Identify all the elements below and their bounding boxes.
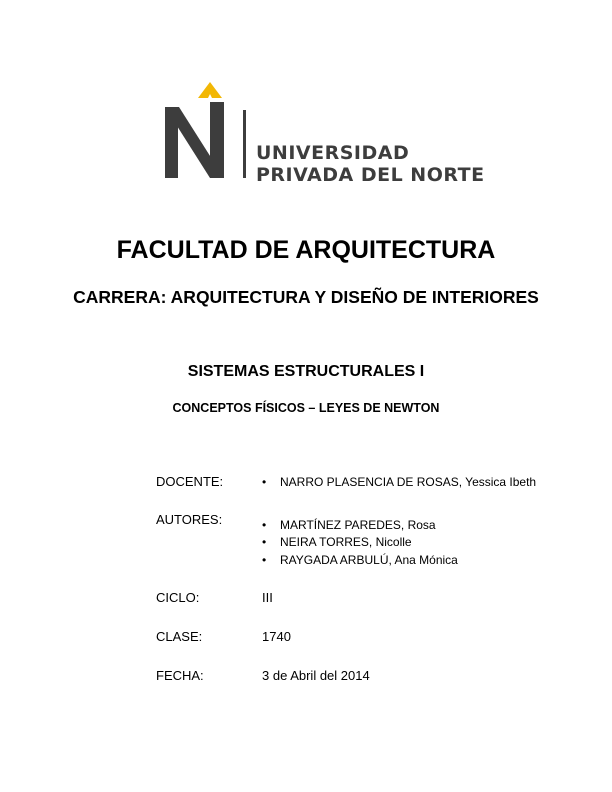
topic-name: CONCEPTOS FÍSICOS – LEYES DE NEWTON [172,401,440,415]
docente-item [262,475,536,489]
clase-value: 1740 [262,629,291,644]
autor-item [262,535,412,549]
ciclo-label: CICLO: [156,590,200,605]
autor-name: NEIRA TORRES, Nicolle [280,535,412,549]
course-name: SISTEMAS ESTRUCTURALES I [187,363,425,380]
fecha-label: FECHA: [156,668,204,683]
docente-label: DOCENTE: [156,474,224,489]
bullet-icon: • [262,535,267,549]
page-title: FACULTAD DE ARQUITECTURA [116,236,496,264]
fecha-value: 3 de Abril del 2014 [262,668,370,683]
ciclo-value: III [262,590,273,605]
page-subtitle: CARRERA: ARQUITECTURA Y DISEÑO DE INTERIORES [73,287,539,307]
logo-wordmark [256,142,485,186]
autor-item [262,553,458,567]
bullet-icon: • [262,475,267,489]
autor-name: RAYGADA ARBULÚ, Ana Mónica [280,553,458,567]
logo-n-right-bar [210,102,224,178]
autor-name: MARTÍNEZ PAREDES, Rosa [280,518,436,532]
autor-item [262,518,436,532]
autores-label: AUTORES: [156,512,223,527]
logo-line-1: UNIVERSIDAD [256,142,410,164]
logo-accent-icon [198,82,222,98]
bullet-icon: • [262,518,267,532]
logo-line-2: PRIVADA DEL NORTE [256,164,485,186]
logo-divider [243,110,246,178]
clase-label: CLASE: [156,629,203,644]
bullet-icon: • [262,553,267,567]
docente-name: NARRO PLASENCIA DE ROSAS, Yessica Ibeth [280,475,537,489]
